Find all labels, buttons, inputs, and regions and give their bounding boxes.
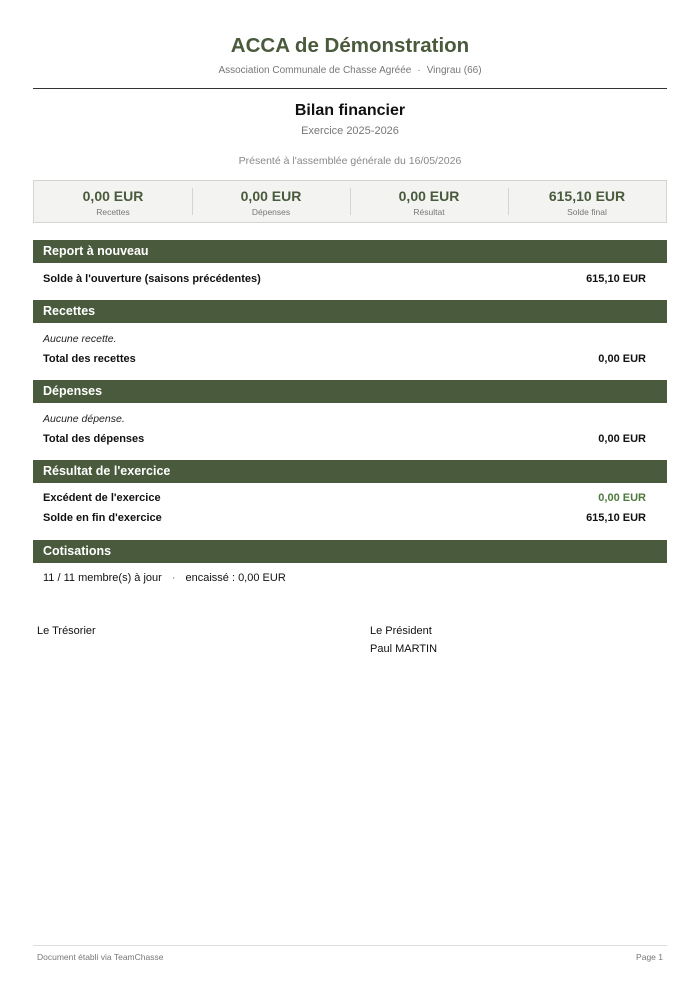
footer-credit: Document établi via TeamChasse (37, 952, 164, 962)
summary-value: 0,00 EUR (82, 188, 144, 204)
summary-label: Résultat (413, 207, 445, 217)
cotisations-cashed: encaissé : 0,00 EUR (185, 572, 286, 584)
closing-balance-label: Solde en fin d'exercice (43, 512, 162, 524)
depenses-empty-note: Aucune dépense. (43, 413, 125, 425)
recettes-total-amount: 0,00 EUR (598, 353, 646, 365)
section-depenses: Dépenses (33, 380, 667, 403)
summary-solde-final (508, 181, 666, 222)
section-cotisations: Cotisations (33, 540, 667, 563)
excedent-label: Excédent de l'exercice (43, 492, 161, 504)
treasurer-role: Le Trésorier (37, 625, 96, 637)
document-presented-date: Présenté à l'assemblée générale du 16/05/2026 (238, 155, 462, 167)
summary-value: 0,00 EUR (240, 188, 302, 204)
org-subtitle (0, 65, 700, 76)
summary-depenses (192, 181, 350, 222)
president-role: Le Président (370, 625, 432, 637)
recettes-total-label: Total des recettes (43, 353, 136, 365)
excedent-amount: 0,00 EUR (598, 492, 646, 504)
page-number: Page 1 (636, 952, 663, 962)
treasurer-signature (37, 622, 96, 640)
org-location: Vingrau (66) (426, 65, 482, 76)
cotisations-members: 11 / 11 membre(s) à jour (43, 572, 162, 584)
recettes-total-row (43, 353, 646, 365)
footer-divider (33, 945, 667, 946)
depenses-total-amount: 0,00 EUR (598, 433, 646, 445)
header-divider (33, 88, 667, 89)
opening-balance-amount: 615,10 EUR (586, 273, 646, 285)
opening-balance-label: Solde à l'ouverture (saisons précédentes) (43, 273, 261, 285)
summary-resultat (350, 181, 508, 222)
closing-balance-row (43, 512, 646, 524)
excedent-row (43, 492, 646, 504)
org-name: ACCA de Démonstration (230, 34, 470, 57)
cotisations-summary (43, 572, 286, 584)
cotisations-separator: · (171, 572, 176, 584)
summary-label: Recettes (96, 207, 130, 217)
summary-recettes (34, 181, 192, 222)
president-name: Paul MARTIN (370, 643, 438, 655)
summary-box (33, 180, 667, 223)
summary-value: 0,00 EUR (398, 188, 460, 204)
org-separator: · (417, 65, 421, 76)
org-full-name: Association Communale de Chasse Agréée (218, 65, 412, 76)
depenses-total-row (43, 433, 646, 445)
section-recettes: Recettes (33, 300, 667, 323)
summary-label: Solde final (567, 207, 607, 217)
depenses-total-label: Total des dépenses (43, 433, 145, 445)
opening-balance-row (43, 273, 646, 285)
summary-label: Dépenses (251, 207, 291, 217)
document-exercise: Exercice 2025-2026 (301, 125, 399, 137)
president-signature (370, 622, 437, 658)
summary-value: 615,10 EUR (548, 188, 626, 204)
section-resultat: Résultat de l'exercice (33, 460, 667, 483)
closing-balance-amount: 615,10 EUR (586, 512, 646, 524)
section-report: Report à nouveau (33, 240, 667, 263)
document-title: Bilan financier (294, 102, 406, 119)
recettes-empty-note: Aucune recette. (43, 333, 117, 345)
